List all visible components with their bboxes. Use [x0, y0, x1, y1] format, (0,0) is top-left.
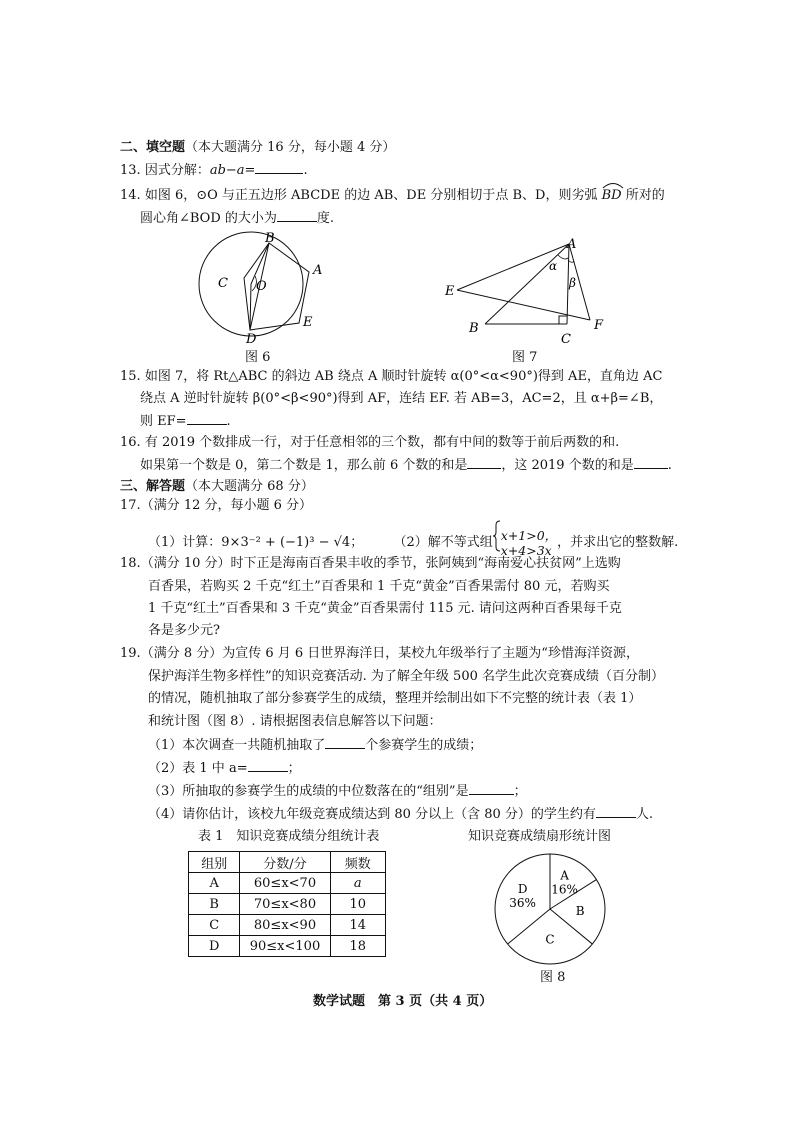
question-text: .: [226, 414, 231, 429]
table-cell: 10: [330, 894, 385, 915]
pie-label-d: D: [517, 882, 528, 897]
table-cell: A: [189, 873, 240, 894]
inequality-1: x+1>0，: [500, 527, 558, 543]
question-text: （1）本次调查一共随机抽取了: [148, 738, 326, 753]
table-cell: C: [189, 915, 240, 936]
table-row: [189, 873, 386, 894]
question-19-sub1: [148, 736, 482, 755]
arc-bd: [602, 187, 622, 205]
question-text: 度.: [316, 211, 335, 226]
question-number: 18.: [120, 556, 141, 571]
column-header: 组别: [189, 852, 240, 873]
question-text: .: [303, 163, 308, 178]
section-2-note: （本大题满分 16 分，每小题 4 分）: [185, 140, 396, 155]
question-text: .: [667, 458, 672, 473]
label-f: F: [594, 318, 604, 333]
question-text: 如果第一个数是 0，第二个数是 1，那么前 6 个数的和是: [140, 458, 468, 473]
answer-blank: [325, 736, 365, 749]
question-15-line2: [140, 390, 662, 408]
segment-od: [250, 284, 251, 330]
section-3-heading: [120, 478, 314, 496]
figure-8-pie-chart: [488, 850, 618, 972]
question-15-line3: [140, 412, 231, 431]
question-text: ，并求出它的整数解.: [557, 535, 679, 550]
table-cell: D: [189, 936, 240, 957]
pie-label-b: B: [575, 903, 585, 918]
question-18: [120, 555, 621, 573]
question-text: （4）请你估计，该校九年级竞赛成绩达到 80 分以上（含 80 分）的学生约有: [148, 807, 596, 822]
question-text: （2）表 1 中 a=: [148, 761, 248, 776]
label-a: A: [567, 237, 577, 252]
arc-label: BD: [601, 188, 622, 203]
answer-blank: [255, 161, 303, 174]
table-1-caption: 表 1 知识竞赛成绩分组统计表: [198, 829, 380, 844]
question-text: 所对的: [625, 188, 665, 203]
question-expression: ab−a=: [209, 163, 256, 178]
question-15: [120, 368, 662, 386]
label-beta: β: [569, 276, 576, 290]
question-number: 14.: [120, 188, 141, 203]
question-text: 有 2019 个数排成一行，对于任意相邻的三个数，都有中间的数等于前后两数的和.: [144, 435, 620, 450]
answer-blank: [248, 759, 288, 772]
section-2-heading: [120, 139, 395, 157]
column-header: 分数/分: [240, 852, 330, 873]
label-c: C: [218, 276, 228, 291]
figure-6: [195, 228, 340, 363]
pie-percent-d: 36%: [509, 896, 536, 911]
column-header: 频数: [330, 852, 385, 873]
label-a: A: [313, 263, 323, 278]
question-13: [120, 161, 308, 180]
question-19-line3: 的情况，随机抽取了部分参赛学生的成绩，整理并绘制出如下不完整的统计表（表 1）: [148, 691, 642, 706]
question-19: [120, 645, 639, 663]
inequality-system: [501, 528, 557, 558]
question-number: 19.: [120, 646, 141, 661]
question-18-line2: 百香果，若购买 2 千克“红土”百香果和 1 千克“黄金”百香果需付 80 元，若购买: [148, 579, 610, 594]
answer-blank: [467, 456, 501, 469]
figure-6-caption: 图 6: [245, 350, 271, 365]
figure-8-caption: 图 8: [540, 970, 566, 985]
inequality-2: x+4>3x: [500, 542, 552, 558]
question-text: （3）所抽取的参赛学生的成绩的中位数落在的“组别”是: [148, 784, 469, 799]
table-row: [189, 894, 386, 915]
figure-7: [440, 234, 615, 346]
pie-slice-d-boundary: [508, 909, 550, 944]
question-17: [120, 497, 312, 515]
label-e: E: [445, 284, 455, 299]
figure-8-title: 知识竞赛成绩扇形统计图: [468, 829, 612, 844]
question-text: 如图 6，⊙O 与正五边形 ABCDE 的边 AB、DE 分别相切于点 B、D，则劣弧: [144, 188, 598, 203]
label-o: O: [256, 279, 267, 294]
section-3-note: （本大题满分 68 分）: [185, 479, 314, 494]
segment-ob: [251, 243, 269, 284]
segment-ef: [457, 290, 590, 320]
label-b: B: [265, 231, 275, 246]
question-16: [120, 434, 619, 452]
answer-blank: [187, 412, 227, 425]
table-cell: 60≤x<70: [240, 873, 330, 894]
question-text: ，这 2019 个数的和是: [501, 458, 634, 473]
table-header-row: [189, 852, 386, 873]
question-text: ；: [350, 535, 364, 550]
table-row: [189, 936, 386, 957]
question-18-line3: 1 千克“红土”百香果和 3 千克“黄金”百香果需付 115 元. 请问这两种百香果每千克: [148, 601, 622, 616]
table-cell: 90≤x<100: [240, 936, 330, 957]
question-text: 圆心角∠BOD 的大小为: [140, 211, 277, 226]
label-c: C: [561, 332, 571, 346]
label-e: E: [303, 315, 313, 330]
part-2-label: （2）解不等式组: [393, 535, 493, 550]
answer-blank: [469, 782, 514, 795]
question-number: 15.: [120, 369, 141, 384]
answer-blank: [634, 456, 668, 469]
table-cell: 70≤x<80: [240, 894, 330, 915]
table-cell: B: [189, 894, 240, 915]
label-d: D: [246, 332, 257, 347]
question-text: 个参赛学生的成绩；: [365, 738, 483, 753]
question-19-sub2: [148, 759, 301, 778]
question-19-line2: 保护海洋生物多样性”的知识竞赛活动. 为了解全年级 500 名学生此次竞赛成绩（百分制）: [148, 669, 664, 684]
table-cell: a: [330, 873, 385, 894]
section-3-title: 三、解答题: [120, 479, 186, 494]
question-18-line4: 各是多少元?: [148, 623, 220, 638]
question-text: （满分 10 分）时下正是海南百香果丰收的季节，张阿姨到“海南爱心扶贫网”上选购: [140, 556, 621, 571]
pie-slice-c-boundary: [550, 909, 592, 944]
part-1-label: （1）计算：: [148, 535, 222, 550]
question-text: ；: [513, 784, 527, 799]
question-14: [120, 187, 665, 205]
question-text: （满分 8 分）为宣传 6 月 6 日世界海洋日，某校九年级举行了主题为“珍惜海洋资源，: [140, 646, 639, 661]
question-19-sub4: [148, 805, 653, 824]
answer-blank: [596, 805, 636, 818]
question-number: 16.: [120, 435, 141, 450]
question-19-sub3: [148, 782, 527, 801]
answer-blank: [277, 209, 317, 222]
pie-label-a: A: [560, 868, 569, 883]
pie-label-c: C: [545, 932, 555, 947]
question-text: 如图 7，将 Rt△ABC 的斜边 AB 绕点 A 顺时针旋转 α(0°<α<90°)得到 AE，直角边 AC: [144, 369, 663, 384]
question-text: ；: [287, 761, 301, 776]
part-1-expression: 9×3⁻² + (−1)³ − √4: [221, 535, 351, 550]
section-2-title: 二、填空题: [120, 140, 186, 155]
question-text: 人.: [635, 807, 654, 822]
question-text: 因式分解：: [144, 163, 210, 178]
table-row: [189, 915, 386, 936]
question-text: 则 EF=: [140, 414, 187, 429]
question-text: （满分 12 分，每小题 6 分）: [140, 498, 313, 513]
question-number: 17.: [120, 498, 141, 513]
question-19-line4: 和统计图（图 8）. 请根据图表信息解答以下问题：: [148, 714, 442, 729]
table-cell: 18: [330, 936, 385, 957]
figure-7-caption: 图 7: [512, 350, 538, 365]
arc-symbol-icon: [602, 181, 624, 189]
table-1: [188, 851, 386, 957]
label-alpha: α: [549, 259, 558, 273]
question-16-line2: [140, 456, 672, 475]
table-cell: 14: [330, 915, 385, 936]
question-text: 绕点 A 逆时针旋转 β(0°<β<90°)得到 AF，连结 EF. 若 AB=3，AC=2，且 α+β=∠B，: [140, 391, 663, 406]
table-cell: 80≤x<90: [240, 915, 330, 936]
question-number: 13.: [120, 163, 141, 178]
angle-alpha-arc: [558, 255, 568, 259]
question-14-line2: [140, 209, 334, 228]
pentagon-abcde: [244, 243, 309, 330]
label-b: B: [469, 321, 479, 336]
pie-percent-a: 16%: [551, 882, 578, 897]
right-angle-mark: [559, 316, 567, 324]
page-footer: 数学试题 第 3 页（共 4 页）: [313, 994, 493, 1009]
